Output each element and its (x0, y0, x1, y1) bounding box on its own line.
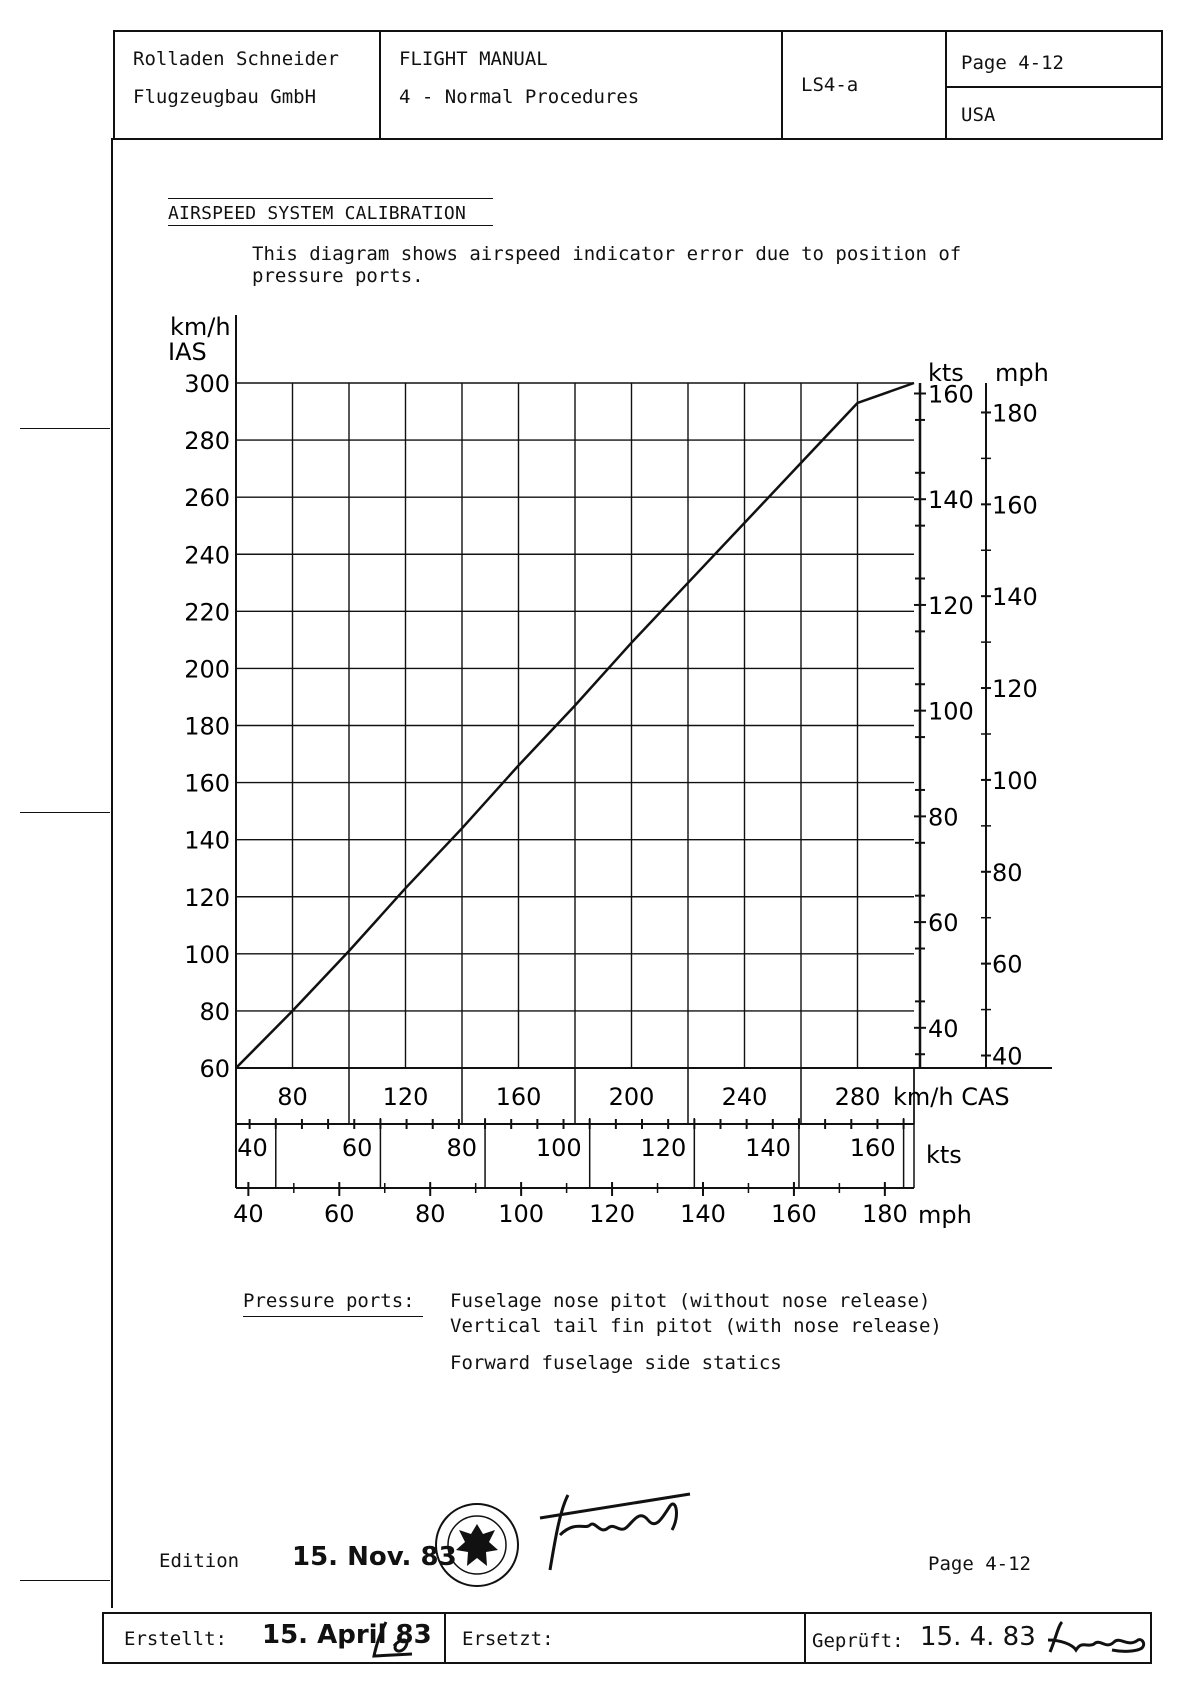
checker-signature-icon (1042, 1618, 1150, 1660)
right-tick-label-kts: 120 (928, 591, 974, 620)
right-tick-label-kts: 60 (928, 909, 959, 938)
y-tick-label: 300 (184, 370, 230, 398)
x-tick-label-kts: 100 (535, 1134, 582, 1162)
right-tick-label-kts: 40 (928, 1014, 959, 1043)
x-tick-label-kts: 40 (237, 1134, 268, 1162)
y-tick-label: 280 (184, 427, 230, 456)
x-tick-label-kts: 60 (341, 1134, 373, 1162)
footer-page-number: Page 4-12 (928, 1553, 1031, 1575)
y-tick-label: 100 (184, 940, 230, 969)
document-footer (102, 1612, 1152, 1664)
pressure-ports-label: Pressure ports: (243, 1290, 415, 1312)
section-heading: AIRSPEED SYSTEM CALIBRATION (168, 203, 466, 224)
company-line1: Rolladen Schneider (133, 48, 339, 70)
right-tick-label-mph: 60 (992, 950, 1023, 979)
section-title: 4 - Normal Procedures (399, 86, 640, 108)
x-tick-label-cas: 280 (834, 1083, 881, 1111)
right-tick-label-kts: 160 (928, 380, 974, 409)
pressure-ports-underline (243, 1316, 423, 1317)
y-tick-label: 220 (184, 598, 230, 627)
x-axis-kts-label: kts (926, 1141, 962, 1169)
y-tick-label: 80 (199, 997, 230, 1026)
x-tick-label-mph: 180 (861, 1200, 908, 1228)
approval-seal-icon (432, 1500, 522, 1590)
right-tick-label-kts: 80 (928, 803, 959, 832)
pressure-port-3: Forward fuselage side statics (450, 1352, 782, 1374)
edition-date: 15. Nov. 83 (292, 1542, 457, 1572)
chart-axes (236, 315, 1052, 1188)
company-line2: Flugzeugbau GmbH (133, 86, 317, 108)
chart-grid (236, 383, 914, 1068)
right-tick-label-mph: 100 (992, 766, 1038, 795)
x-tick-label-kts: 160 (849, 1134, 896, 1162)
right-axis-kts-label: kts (928, 359, 964, 387)
right-tick-label-kts: 100 (928, 697, 974, 726)
y-tick-label: 120 (184, 883, 230, 912)
x-tick-label-kts: 120 (640, 1134, 687, 1162)
x-tick-label-cas: 160 (495, 1083, 542, 1111)
y-tick-label: 160 (184, 769, 230, 798)
created-date: 15. April 83 (262, 1620, 432, 1650)
header-page-number: Page 4-12 (961, 52, 1064, 74)
x-tick-label-mph: 160 (771, 1200, 817, 1228)
x-tick-label-kts: 80 (446, 1134, 478, 1162)
y-axis-label-ias: IAS (168, 338, 207, 366)
y-tick-label: 260 (184, 484, 230, 513)
y-tick-label: 200 (184, 655, 230, 684)
right-tick-label-mph: 160 (992, 491, 1038, 520)
chart-description: This diagram shows airspeed indicator error due to position of pressure ports. (252, 243, 962, 287)
manual-title: FLIGHT MANUAL (399, 48, 548, 70)
x-tick-label-cas: 80 (277, 1083, 308, 1111)
pressure-port-2: Vertical tail fin pitot (with nose release) (450, 1315, 942, 1337)
country-label: USA (961, 104, 996, 126)
model-number: LS4-a (801, 74, 859, 96)
footer-divider (804, 1614, 806, 1662)
edition-label: Edition (159, 1550, 240, 1572)
y-axis-label-unit: km/h (170, 313, 231, 341)
y-tick-label: 180 (184, 712, 230, 741)
y-tick-label: 140 (184, 826, 230, 855)
footer-divider (444, 1614, 446, 1662)
right-tick-label-kts: 140 (928, 486, 974, 515)
y-tick-label: 240 (184, 541, 230, 570)
right-tick-label-mph: 40 (992, 1042, 1023, 1071)
x-tick-label-cas: 240 (721, 1083, 768, 1111)
x-tick-label-mph: 80 (414, 1200, 446, 1228)
right-tick-label-mph: 120 (992, 675, 1038, 704)
x-tick-label-mph: 60 (324, 1200, 355, 1228)
replaced-label: Ersetzt: (462, 1628, 554, 1650)
x-tick-label-cas: 120 (382, 1083, 429, 1111)
y-tick-label: 60 (199, 1055, 230, 1083)
pressure-port-1: Fuselage nose pitot (without nose release) (450, 1290, 931, 1312)
right-tick-label-mph: 80 (992, 858, 1023, 887)
x-tick-label-cas: 200 (608, 1083, 655, 1111)
x-tick-label-mph: 40 (233, 1200, 264, 1228)
checked-label: Geprüft: (812, 1630, 904, 1652)
x-tick-label-mph: 140 (680, 1200, 726, 1228)
checked-date: 15. 4. 83 (920, 1622, 1036, 1652)
created-label: Erstellt: (124, 1628, 227, 1650)
x-tick-label-mph: 100 (498, 1200, 545, 1228)
right-tick-label-mph: 140 (992, 583, 1038, 612)
creator-signature-icon (366, 1616, 426, 1660)
x-axis-mph-label: mph (918, 1201, 972, 1229)
x-axis-cas-label: km/h CAS (893, 1083, 1010, 1111)
right-axis-mph-label: mph (995, 359, 1049, 387)
right-tick-label-mph: 180 (992, 399, 1038, 428)
signature-icon (530, 1480, 710, 1575)
x-tick-label-mph: 120 (589, 1200, 635, 1228)
x-tick-label-kts: 140 (745, 1134, 791, 1162)
